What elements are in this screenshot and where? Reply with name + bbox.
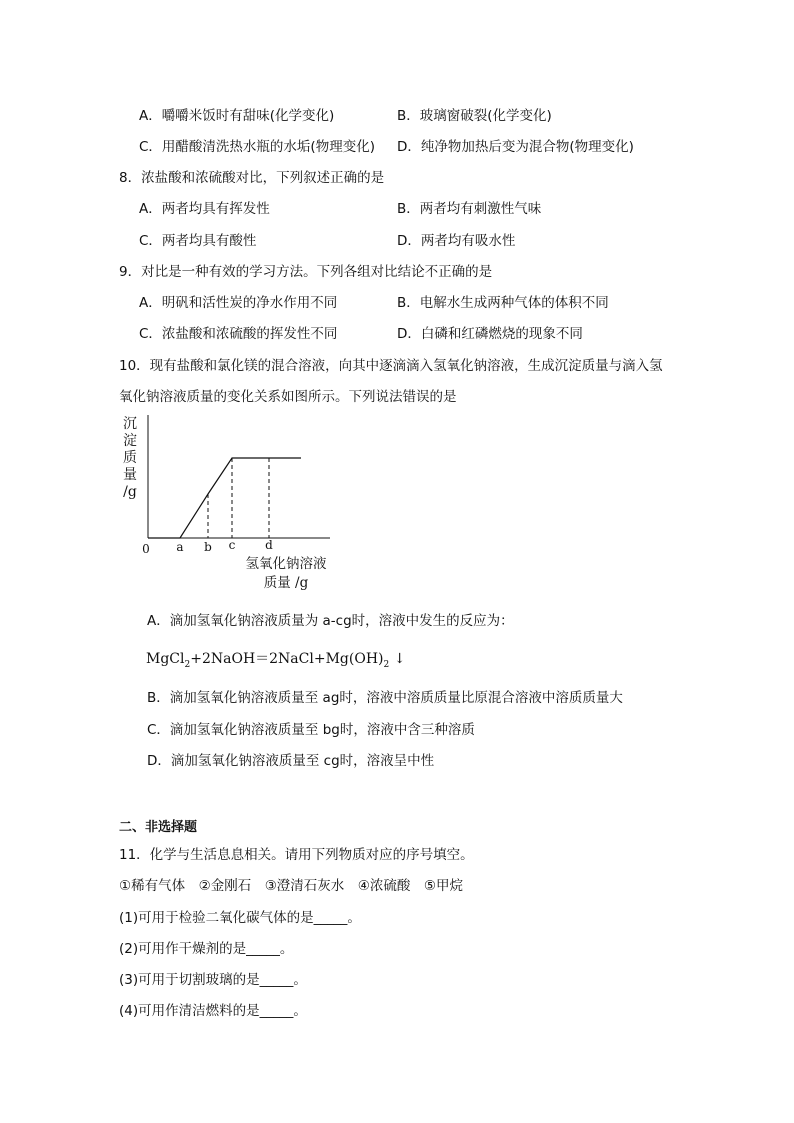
q10-stem-line2: 氧化钠溶液质量的变化关系如图所示。下列说法错误的是 [119,389,457,405]
q11-part1: (1)可用于检验二氧化碳气体的是_____。 [119,910,361,926]
q7-option-a: A．嚼嚼米饭时有甜味(化学变化) [139,108,335,124]
q9-option-a: A．明矾和活性炭的净水作用不同 [139,295,338,311]
x-tick-label-c: c [228,538,236,552]
q8-option-a: A．两者均具有挥发性 [139,201,270,217]
chart-y-label [123,416,137,500]
q7-option-b: B．玻璃窗破裂(化学变化) [397,108,552,124]
origin-label: 0 [142,542,150,556]
y-label-char: 量 [123,467,137,483]
q10-equation [146,648,405,670]
chart-series-line [148,458,301,538]
x-tick-label-b: b [204,540,212,554]
chart-x-tick-labels [176,538,273,554]
q11-part3: (3)可用于切割玻璃的是_____。 [119,972,307,988]
q8-option-d: D．两者均有吸水性 [397,233,516,249]
eq-left: MgCl [146,651,185,667]
y-label-char: 质 [123,450,137,466]
q11-part4: (4)可用作清洁燃料的是_____。 [119,1003,307,1019]
eq-sub1: 2 [184,659,191,670]
y-label-char: 淀 [123,433,137,449]
q10-stem-line1: 10．现有盐酸和氯化镁的混合溶液，向其中逐滴滴入氢氧化钠溶液，生成沉淀质量与滴入氢 [119,358,663,374]
q10-option-d: D．滴加氢氧化钠溶液质量至 cg时，溶液呈中性 [147,753,435,769]
q11-choices: ①稀有气体 ②金刚石 ③澄清石灰水 ④浓硫酸 ⑤甲烷 [119,878,464,894]
q9-option-d: D．白磷和红磷燃烧的现象不同 [397,326,583,342]
q8-option-b: B．两者均有刺激性气味 [397,201,542,217]
eq-mid: +2NaOH＝2NaCl+Mg(OH) [190,651,384,667]
q9-stem: 9．对比是一种有效的学习方法。下列各组对比结论不正确的是 [119,264,493,280]
y-label-char: 沉 [123,416,137,432]
section-heading: 二、非选择题 [119,820,198,835]
q10-option-a: A．滴加氢氧化钠溶液质量为 a-cg时，溶液中发生的反应为： [147,613,514,629]
x-tick-label-d: d [265,538,273,552]
chart-x-label-line1: 氢氧化钠溶液 [245,556,327,572]
eq-sub2: 2 [383,659,390,670]
eq-arrow: ↓ [393,651,406,667]
x-tick-label-a: a [176,540,184,554]
q9-option-b: B．电解水生成两种气体的体积不同 [397,295,609,311]
q10-option-c: C．滴加氢氧化钠溶液质量至 bg时，溶液中含三种溶质 [147,722,475,738]
q9-option-c: C．浓盐酸和浓硫酸的挥发性不同 [139,326,338,342]
y-label-char: /g [123,484,137,500]
q7-option-d: D．纯净物加热后变为混合物(物理变化) [397,139,634,155]
q10-option-b: B．滴加氢氧化钠溶液质量至 ag时，溶液中溶质质量比原混合溶液中溶质质量大 [147,690,623,706]
q8-stem: 8．浓盐酸和浓硫酸对比，下列叙述正确的是 [119,170,385,186]
chart-dashed-guides [208,458,269,538]
q11-part2: (2)可用作干燥剂的是_____。 [119,941,294,957]
q11-stem: 11．化学与生活息息相关。请用下列物质对应的序号填空。 [119,847,474,863]
q7-option-c: C．用醋酸清洗热水瓶的水垢(物理变化) [139,139,375,155]
chart-x-label-line2: 质量 /g [263,575,309,591]
precipitate-chart [110,410,350,595]
q8-option-c: C．两者均具有酸性 [139,233,257,249]
